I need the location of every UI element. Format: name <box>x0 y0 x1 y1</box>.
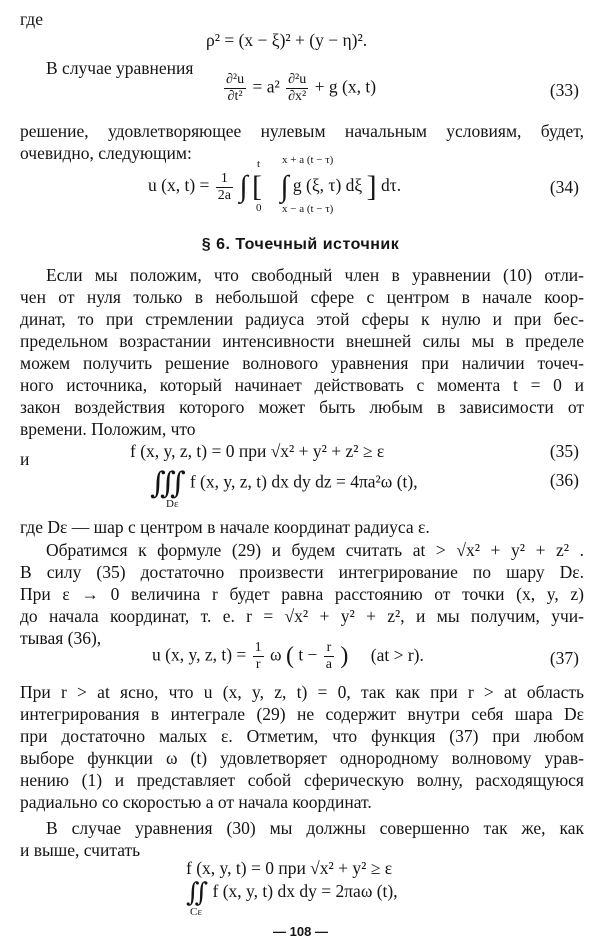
triple-integral-sign: ∭ <box>150 467 186 500</box>
equation-36 <box>150 466 418 501</box>
text-line: интегрирования в интеграле (29) не содержит внутри себя шара Dε <box>20 704 584 724</box>
fraction: $\frac{1}{2a}$ <box>217 170 231 203</box>
text-line: до начала координат, т. е. r = √x² + y² + z², и мы получим, учи- <box>20 606 584 626</box>
equation-number-37: (37) <box>549 648 579 668</box>
text-line: чен от нуля только в небольшой сфере с центром в начале коор- <box>20 287 584 307</box>
equation-number-34: (34) <box>549 177 579 197</box>
equation-number-35: (35) <box>549 441 579 461</box>
equation-part: dτ. <box>380 175 402 196</box>
text-line: Обратимся к формуле (29) и будем считать at > √x² + y² + z² . <box>46 540 584 560</box>
upper-limit: t <box>257 158 261 170</box>
paren: ( <box>285 643 294 669</box>
text-line: закон воздействия которого может быть любым в зависимости от <box>20 397 584 417</box>
text-line: времени. Положим, что <box>20 419 196 439</box>
text-line: В силу (35) достаточно произвести интегрирование по шару Dε. <box>20 562 584 582</box>
text-line: радиально со скоростью a от начала координат. <box>20 792 372 812</box>
equation-part: (at > r). <box>370 644 424 665</box>
equation-35: f (x, y, z, t) = 0 при √x² + y² + z² ≥ ε <box>130 441 385 461</box>
paren: ) <box>340 643 349 669</box>
equation-38: f (x, y, t) = 0 при √x² + y² ≥ ε <box>186 858 393 878</box>
integration-domain: Cε <box>190 906 202 918</box>
equation-part: + g (x, t) <box>314 76 377 97</box>
text-line: нению (1) и представляет собой сферическую волну, расходящуюся <box>20 770 584 790</box>
equation-part: u (x, t) = <box>148 175 210 196</box>
text-line: можем получить решение волнового уравнения при наличии точеч- <box>20 353 584 373</box>
equation-number-33: (33) <box>549 80 579 100</box>
equation-number-36: (36) <box>549 470 579 490</box>
equation-part: = a² <box>252 76 280 97</box>
equation-33 <box>222 72 376 105</box>
text-line: где <box>20 9 43 29</box>
double-integral-sign: ∬ <box>186 878 209 907</box>
text-line: ного источника, который начинает действовать с момента t = 0 и <box>20 375 584 395</box>
text-line: где Dε — шар с центром в начале координат радиуса ε. <box>20 517 430 537</box>
text-line: динат, то при стремлении радиуса этой сферы к нулю и при бес- <box>20 309 584 329</box>
upper-limit: x + a (t − τ) <box>282 154 334 166</box>
section-heading: § 6. Точечный источник <box>201 236 400 253</box>
bracket: ] <box>366 170 377 203</box>
text-line: решение, удовлетворяющее нулевым начальным условиям, будет, <box>20 121 584 141</box>
equation-39 <box>186 878 398 908</box>
text-line: В случае уравнения <box>46 58 194 78</box>
fraction: $\frac{\text{∂²u}}{\text{∂x²}}$ <box>288 72 307 104</box>
integration-domain: Dε <box>166 498 179 510</box>
text-line: В случае уравнения (30) мы должны совершенно так же, как <box>46 818 584 838</box>
equation-part: f (x, y, t) dx dy = 2πaω (t), <box>212 881 398 902</box>
text-line: и <box>20 449 30 469</box>
bracket: [ <box>251 170 262 203</box>
fraction: $\frac{1}{r}$ <box>254 640 262 672</box>
equation-part: ω <box>270 644 282 665</box>
text-line: выборе функции ω (t) удовлетворяет однородному волновому урав- <box>20 748 584 768</box>
text-line: при достаточно малых ε. Отметим, что функция (37) при любом <box>20 726 584 746</box>
equation-37 <box>152 640 424 673</box>
page-number: — 108 — <box>273 924 328 939</box>
lower-limit: 0 <box>256 202 262 214</box>
fraction: $\frac{r}{a}$ <box>325 640 333 672</box>
equation-part: t − <box>298 644 318 665</box>
equation-rho: ρ² = (x − ξ)² + (y − η)². <box>206 30 368 50</box>
fraction: $\frac{\text{∂²u}}{\text{∂t²}}$ <box>226 72 245 104</box>
text-line: При r > at ясно, что u (x, y, z, t) = 0, так как при r > at область <box>20 682 584 702</box>
lower-limit: x − a (t − τ) <box>282 203 334 215</box>
equation-part: u (x, y, z, t) = <box>152 644 247 665</box>
text-line: При ε → 0 величина r будет равна расстоянию от точки (x, y, z) <box>20 584 584 604</box>
text-line: Если мы положим, что свободный член в уравнении (10) отли- <box>46 265 584 285</box>
equation-part: f (x, y, z, t) dx dy dz = 4πa²ω (t), <box>189 471 418 492</box>
integral-sign: ∫ <box>280 170 289 203</box>
equation-34 <box>148 170 401 204</box>
equation-part: g (ξ, τ) dξ <box>292 175 363 196</box>
text-line: очевидно, следующим: <box>20 143 192 163</box>
text-line: предельном возрастании интенсивности внешней силы мы в пределе <box>20 331 584 351</box>
integral-sign: ∫ <box>239 170 248 203</box>
text-line: и выше, считать <box>20 840 141 860</box>
text-line: тывая (36), <box>20 628 102 648</box>
